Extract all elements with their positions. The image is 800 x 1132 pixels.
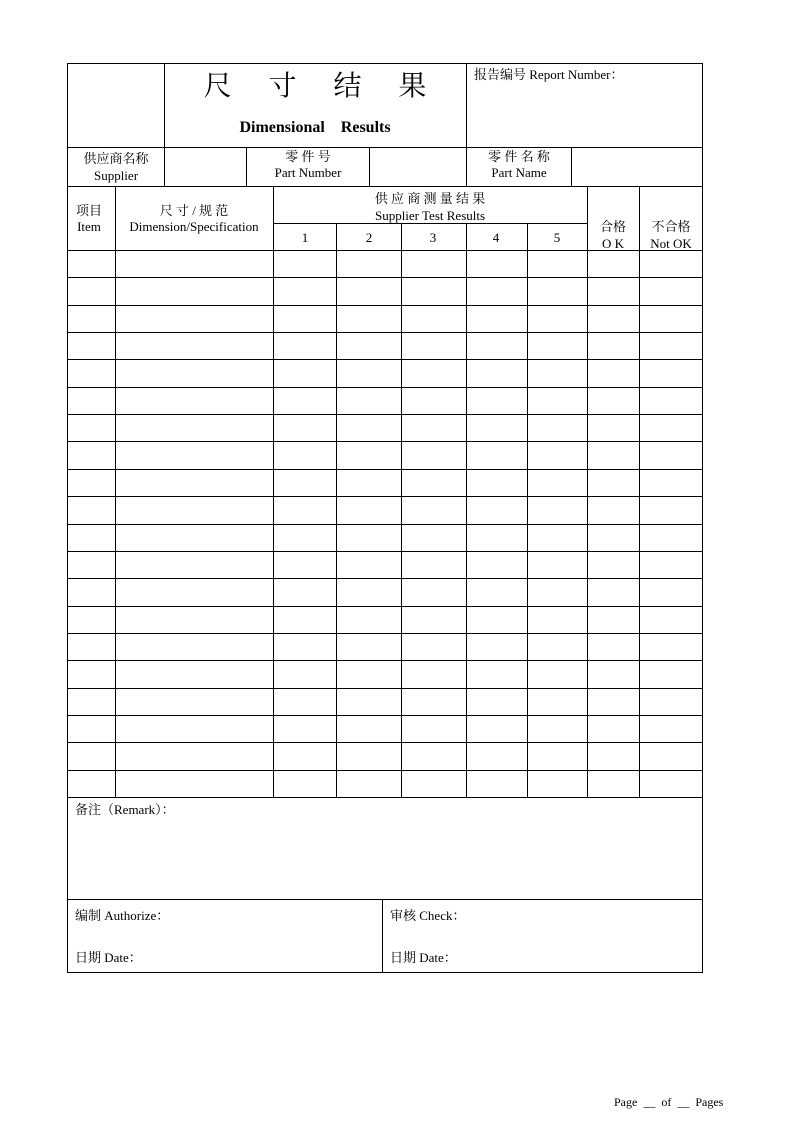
item-header-en: Item [77,219,101,234]
part-name-value-field[interactable] [572,148,702,185]
table-row [67,387,703,388]
report-number-label: 报告编号 Report Number： [474,67,624,82]
supplier-label-cn: 供应商名称 [83,151,149,166]
line-table-header-bottom [67,250,703,251]
info-divider-2 [246,147,247,186]
table-row [67,414,703,415]
results-header-en: Supplier Test Results [374,208,486,223]
part-name-label-en: Part Name [491,165,547,180]
line-remark-bottom [67,899,703,900]
date-right-label: 日期 Date： [390,950,457,965]
authorize-label: 编制 Authorize： [75,908,170,923]
header-divider-left [164,63,165,148]
table-row [67,715,703,716]
table-row [67,797,703,798]
table-row [67,606,703,607]
table-row [67,578,703,579]
table-row [67,277,703,278]
sample-number-3: 3 [429,230,437,245]
dimension-header-cn: 尺 寸 / 规 范 [159,203,229,218]
part-name-label-cn: 零 件 名 称 [488,149,550,164]
signoff-divider [382,899,383,973]
page-number-footer: Page __ of __ Pages [614,1095,724,1109]
remark-label: 备注（Remark）： [75,802,175,817]
table-row [67,688,703,689]
part-number-label-cn: 零 件 号 [285,149,331,164]
item-header-cn: 项目 [75,203,103,218]
results-header-cn: 供 应 商 测 量 结 果 [374,191,486,206]
sample-number-4: 4 [492,230,500,245]
part-number-label-en: Part Number [274,165,342,180]
dimension-header-en: Dimension/Specification [129,219,259,234]
table-row [67,469,703,470]
check-label: 审核 Check： [390,908,466,923]
date-left-label: 日期 Date： [75,950,142,965]
supplier-value-field[interactable] [165,148,245,185]
table-row [67,496,703,497]
table-row [67,332,703,333]
table-row [67,633,703,634]
table-row [67,770,703,771]
line-results-header-split [273,223,587,224]
col-line-sample-3 [466,223,467,797]
col-line-sample-4 [527,223,528,797]
notok-header-cn: 不合格 [651,219,691,234]
col-line-sample-1 [336,223,337,797]
sample-number-1: 1 [301,230,309,245]
sample-number-2: 2 [365,230,373,245]
ok-header-en: O K [601,236,625,251]
remark-field[interactable] [68,820,702,898]
line-info-bottom [67,186,703,187]
col-line-sample-2 [401,223,402,797]
table-row [67,359,703,360]
info-divider-4 [466,147,467,186]
table-row [67,441,703,442]
table-row [67,551,703,552]
part-number-value-field[interactable] [370,148,465,185]
table-row [67,524,703,525]
form-title-en: Dimensional Results [239,119,391,136]
table-row [67,660,703,661]
supplier-label-en: Supplier [93,168,139,183]
table-row [67,305,703,306]
header-divider-right [466,63,467,148]
ok-header-cn: 合格 [599,219,627,234]
sample-number-5: 5 [553,230,561,245]
table-row [67,742,703,743]
notok-header-en: Not OK [650,236,692,251]
form-title-cn: 尺 寸 结 果 [203,69,441,102]
